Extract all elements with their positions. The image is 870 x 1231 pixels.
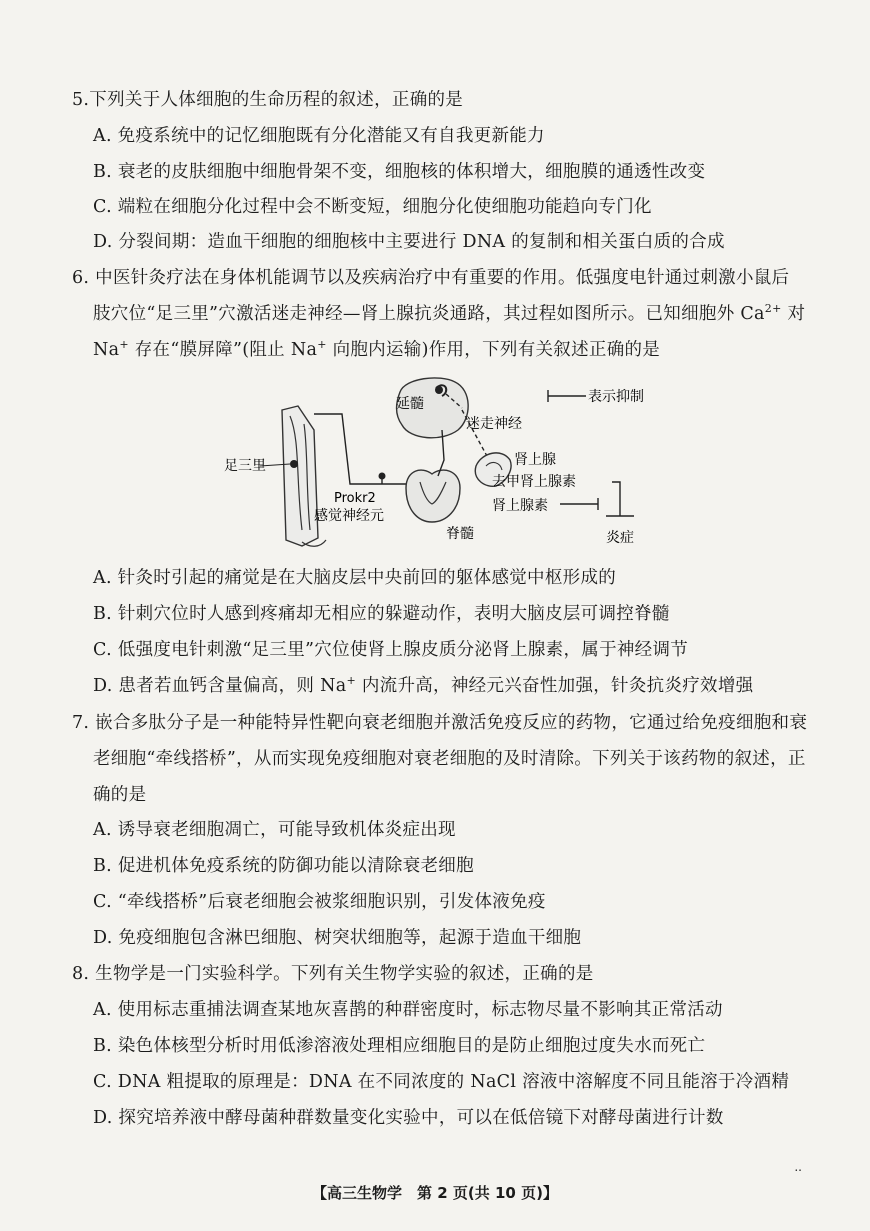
- q6-stem-line2-text: 肢穴位“足三里”穴激活迷走神经—肾上腺抗炎通路，其过程如图所示。已知细胞外 Ca: [93, 304, 765, 324]
- q8-option-b: B. 染色体核型分析时用低渗溶液处理相应细胞目的是防止细胞过度失水而死亡: [93, 1036, 706, 1056]
- medulla-nucleus-dot: [435, 386, 443, 394]
- inflammation-label: 炎症: [606, 530, 634, 546]
- q8-option-a: A. 使用标志重捕法调查某地灰喜鹊的种群密度时，标志物尽量不影响其正常活动: [93, 1000, 723, 1020]
- q5-option-c: C. 端粒在细胞分化过程中会不断变短，细胞分化使细胞功能趋向专门化: [93, 197, 652, 217]
- q6-option-b: B. 针刺穴位时人感到疼痛却无相应的躲避动作，表明大脑皮层可调控脊髓: [93, 604, 670, 624]
- q6-option-d-end: 内流升高，神经元兴奋性加强，针灸抗炎疗效增强: [355, 676, 754, 696]
- q6-option-d: [93, 674, 830, 698]
- q7-stem-line1: 7. 嵌合多肽分子是一种能特异性靶向衰老细胞并激活免疫反应的药物，它通过给免疫细胞和衰: [72, 713, 808, 733]
- q7-stem-line2: 老细胞“牵线搭桥”，从而实现免疫细胞对衰老细胞的及时清除。下列关于该药物的叙述，正: [93, 749, 806, 769]
- q6-stem-line2-end: 对: [781, 304, 806, 324]
- q6-stem-line3: [93, 338, 830, 362]
- q6-option-c: C. 低强度电针刺激“足三里”穴位使肾上腺皮质分泌肾上腺素，属于神经调节: [93, 640, 689, 660]
- q8-option-d: D. 探究培养液中酵母菌种群数量变化实验中，可以在低倍镜下对酵母菌进行计数: [93, 1108, 724, 1128]
- q5-option-d: D. 分裂间期：造血干细胞的细胞核中主要进行 DNA 的复制和相关蛋白质的合成: [93, 232, 725, 252]
- spinal-cord-shape: [406, 470, 460, 522]
- q8-option-c: C. DNA 粗提取的原理是：DNA 在不同浓度的 NaCl 溶液中溶解度不同且能溶于冷酒精: [93, 1072, 790, 1092]
- q7-option-b: B. 促进机体免疫系统的防御功能以清除衰老细胞: [93, 856, 474, 876]
- q6-stem-line2: [93, 302, 830, 326]
- q6-stem-line3-end: 向胞内运输)作用，下列有关叙述正确的是: [326, 340, 661, 360]
- zusanli-point: [290, 460, 298, 468]
- q7-stem-line3: 确的是: [93, 785, 147, 805]
- corner-mark: ..: [794, 1160, 802, 1174]
- spinal-label: 脊髓: [446, 526, 474, 542]
- q5-stem: 5.下列关于人体细胞的生命历程的叙述，正确的是: [72, 90, 464, 110]
- q6-option-d-text: D. 患者若血钙含量偏高，则 Na: [93, 676, 347, 696]
- q6-option-d-charge: +: [346, 674, 356, 687]
- adrenaline-label: 肾上腺素: [492, 498, 548, 514]
- acupuncture-pathway-diagram: [210, 370, 690, 560]
- sensory-label: 感觉神经元: [314, 508, 384, 524]
- q8-stem: 8. 生物学是一门实验科学。下列有关生物学实验的叙述，正确的是: [72, 964, 594, 984]
- noradrenaline-inhibit-line: [612, 482, 620, 510]
- adrenal-label: 肾上腺: [514, 452, 556, 468]
- na-symbol: Na: [93, 340, 120, 360]
- ca-charge: 2+: [764, 302, 782, 315]
- prokr2-label: Prokr2: [334, 491, 376, 506]
- q5-option-a: A. 免疫系统中的记忆细胞既有分化潜能又有自我更新能力: [93, 126, 545, 146]
- medulla-label: 延髓: [396, 396, 424, 412]
- page-footer: 【高三生物学 第 2 页(共 10 页)】: [312, 1184, 558, 1202]
- zusanli-label: 足三里: [224, 458, 266, 474]
- leg-shape: [282, 406, 318, 546]
- legend-label: 表示抑制: [588, 389, 644, 405]
- noradrenaline-label: 去甲肾上腺素: [492, 474, 576, 490]
- q6-stem-line1: 6. 中医针灸疗法在身体机能调节以及疾病治疗中有重要的作用。低强度电针通过刺激小鼠后: [72, 268, 790, 288]
- na-charge-2: +: [317, 338, 327, 351]
- q7-option-a: A. 诱导衰老细胞凋亡，可能导致机体炎症出现: [93, 820, 456, 840]
- q6-option-a: A. 针灸时引起的痛觉是在大脑皮层中央前回的躯体感觉中枢形成的: [93, 568, 617, 588]
- q7-option-c: C. “牵线搭桥”后衰老细胞会被浆细胞识别，引发体液免疫: [93, 892, 546, 912]
- q5-option-b: B. 衰老的皮肤细胞中细胞骨架不变，细胞核的体积增大，细胞膜的通透性改变: [93, 162, 706, 182]
- q7-option-d: D. 免疫细胞包含淋巴细胞、树突状细胞等，起源于造血干细胞: [93, 928, 582, 948]
- vagus-label: 迷走神经: [466, 416, 522, 432]
- na-charge: +: [119, 338, 129, 351]
- q6-stem-line3-mid: 存在“膜屏障”(阻止 Na: [128, 340, 318, 360]
